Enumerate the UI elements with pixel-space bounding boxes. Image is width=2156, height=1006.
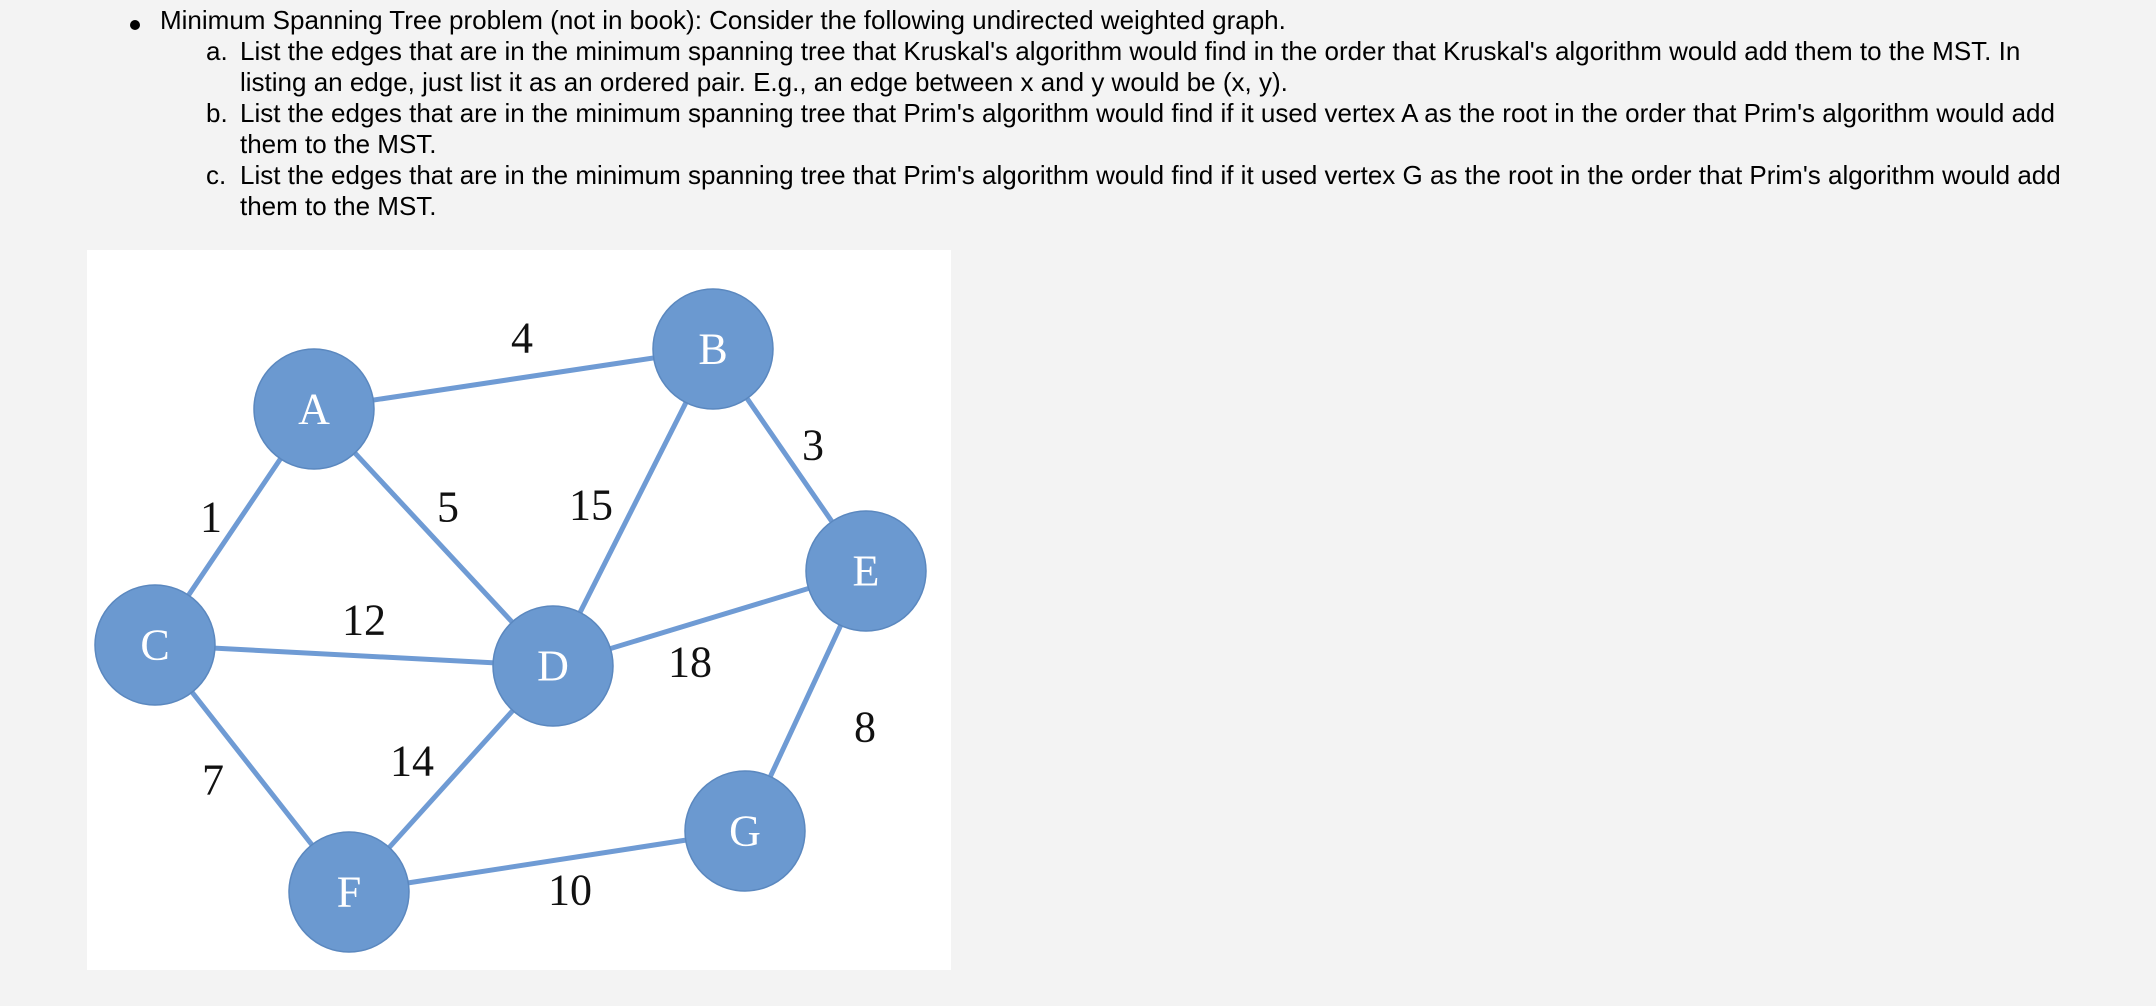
weight-label-c-f: 7 (202, 755, 224, 805)
node-label-d: D (537, 641, 569, 691)
weight-label-d-e: 18 (668, 637, 712, 687)
weight-label-a-c: 1 (200, 492, 222, 542)
weight-label-a-d: 5 (437, 482, 459, 532)
weighted-graph (87, 250, 951, 970)
sub-item-marker: a. (206, 36, 228, 66)
weight-label-e-g: 8 (854, 702, 876, 752)
sub-item-text: List the edges that are in the minimum spanning tree that Kruskal's algorithm would find in the order that Kruskal's algorithm would add them to the MST. In listing an edge, just list it as an ordered pair. E.g., an edge between x and y would be (x, y). (240, 36, 2021, 97)
weight-label-b-e: 3 (802, 420, 824, 470)
node-label-b: B (698, 324, 728, 374)
weight-label-b-d: 15 (569, 480, 613, 530)
node-label-c: C (140, 620, 170, 670)
bullet-dot-icon (130, 20, 140, 30)
weight-label-a-b: 4 (511, 313, 533, 363)
node-label-e: E (852, 546, 880, 596)
graph-figure (87, 250, 951, 970)
node-label-f: F (336, 867, 362, 917)
sub-item-text: List the edges that are in the minimum spanning tree that Prim's algorithm would find if it used vertex A as the root in the order that Prim's algorithm would add them to the MST. (240, 98, 2055, 159)
weight-label-c-d: 12 (342, 595, 386, 645)
weight-label-f-g: 10 (548, 865, 592, 915)
node-label-a: A (298, 384, 330, 434)
node-label-g: G (729, 806, 761, 856)
sub-item-marker: b. (206, 98, 228, 128)
weight-label-d-f: 14 (390, 736, 434, 786)
problem-intro: Minimum Spanning Tree problem (not in book): Consider the following undirected weighted graph. (160, 5, 1286, 35)
sub-item-marker: c. (206, 160, 227, 190)
sub-item-text: List the edges that are in the minimum spanning tree that Prim's algorithm would find if it used vertex G as the root in the order that Prim's algorithm would add them to the MST. (240, 160, 2061, 221)
